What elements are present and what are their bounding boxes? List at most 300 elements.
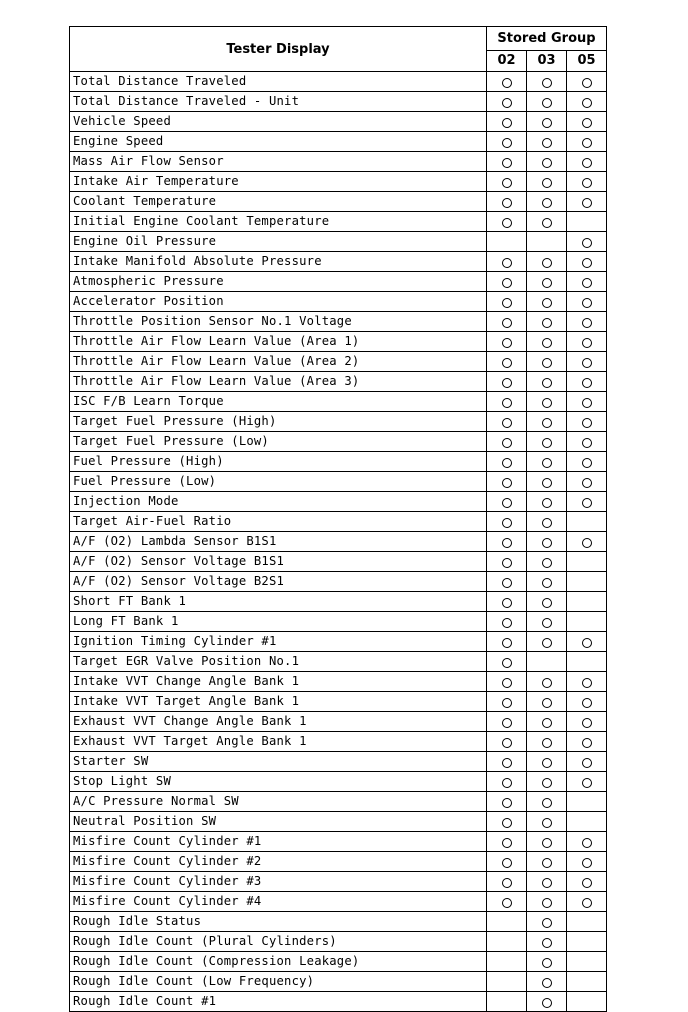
circle-mark-icon xyxy=(582,418,592,428)
circle-mark-icon xyxy=(502,278,512,288)
mark-cell-03 xyxy=(527,552,567,572)
circle-mark-icon xyxy=(502,338,512,348)
circle-mark-icon xyxy=(582,338,592,348)
mark-cell-03 xyxy=(527,992,567,1012)
mark-cell-02 xyxy=(487,72,527,92)
table-row xyxy=(70,992,607,1012)
mark-cell-05 xyxy=(567,672,607,692)
circle-mark-icon xyxy=(542,358,552,368)
mark-cell-05 xyxy=(567,612,607,632)
mark-cell-05 xyxy=(567,532,607,552)
mark-cell-02 xyxy=(487,852,527,872)
circle-mark-icon xyxy=(582,638,592,648)
mark-cell-05 xyxy=(567,192,607,212)
circle-mark-icon xyxy=(542,838,552,848)
circle-mark-icon xyxy=(502,678,512,688)
mark-cell-02 xyxy=(487,432,527,452)
mark-cell-05 xyxy=(567,732,607,752)
item-name: Rough Idle Count (Compression Leakage) xyxy=(70,952,487,972)
item-name: Mass Air Flow Sensor xyxy=(70,152,487,172)
circle-mark-icon xyxy=(582,838,592,848)
mark-cell-02 xyxy=(487,932,527,952)
mark-cell-02 xyxy=(487,272,527,292)
mark-cell-05 xyxy=(567,392,607,412)
mark-cell-03 xyxy=(527,252,567,272)
mark-cell-03 xyxy=(527,232,567,252)
table-row xyxy=(70,552,607,572)
item-name: Injection Mode xyxy=(70,492,487,512)
mark-cell-05 xyxy=(567,872,607,892)
item-name: Atmospheric Pressure xyxy=(70,272,487,292)
circle-mark-icon xyxy=(582,698,592,708)
mark-cell-03 xyxy=(527,372,567,392)
mark-cell-02 xyxy=(487,832,527,852)
stored-group-header: Stored Group xyxy=(487,27,607,51)
table-row xyxy=(70,852,607,872)
circle-mark-icon xyxy=(542,518,552,528)
item-name: Exhaust VVT Change Angle Bank 1 xyxy=(70,712,487,732)
mark-cell-02 xyxy=(487,132,527,152)
circle-mark-icon xyxy=(582,278,592,288)
table-row xyxy=(70,432,607,452)
table-row xyxy=(70,712,607,732)
circle-mark-icon xyxy=(582,858,592,868)
mark-cell-02 xyxy=(487,312,527,332)
table-row xyxy=(70,332,607,352)
mark-cell-03 xyxy=(527,892,567,912)
circle-mark-icon xyxy=(542,158,552,168)
circle-mark-icon xyxy=(542,938,552,948)
mark-cell-03 xyxy=(527,392,567,412)
mark-cell-05 xyxy=(567,992,607,1012)
item-name: Engine Speed xyxy=(70,132,487,152)
item-name: A/F (O2) Lambda Sensor B1S1 xyxy=(70,532,487,552)
mark-cell-02 xyxy=(487,732,527,752)
item-name: Target Fuel Pressure (High) xyxy=(70,412,487,432)
circle-mark-icon xyxy=(502,318,512,328)
circle-mark-icon xyxy=(502,98,512,108)
circle-mark-icon xyxy=(502,518,512,528)
mark-cell-02 xyxy=(487,712,527,732)
table-row xyxy=(70,412,607,432)
circle-mark-icon xyxy=(542,578,552,588)
mark-cell-03 xyxy=(527,192,567,212)
tester-display-header: Tester Display xyxy=(70,27,487,72)
circle-mark-icon xyxy=(502,158,512,168)
circle-mark-icon xyxy=(582,718,592,728)
mark-cell-02 xyxy=(487,232,527,252)
mark-cell-02 xyxy=(487,592,527,612)
circle-mark-icon xyxy=(502,838,512,848)
mark-cell-05 xyxy=(567,832,607,852)
circle-mark-icon xyxy=(542,318,552,328)
table-row xyxy=(70,772,607,792)
mark-cell-03 xyxy=(527,412,567,432)
mark-cell-03 xyxy=(527,92,567,112)
mark-cell-02 xyxy=(487,332,527,352)
item-name: Rough Idle Count #1 xyxy=(70,992,487,1012)
item-name: Throttle Air Flow Learn Value (Area 3) xyxy=(70,372,487,392)
table-row xyxy=(70,212,607,232)
item-name: Coolant Temperature xyxy=(70,192,487,212)
circle-mark-icon xyxy=(502,298,512,308)
table-row xyxy=(70,612,607,632)
circle-mark-icon xyxy=(502,598,512,608)
mark-cell-03 xyxy=(527,512,567,532)
item-name: Neutral Position SW xyxy=(70,812,487,832)
mark-cell-05 xyxy=(567,592,607,612)
circle-mark-icon xyxy=(502,738,512,748)
circle-mark-icon xyxy=(582,778,592,788)
mark-cell-05 xyxy=(567,292,607,312)
mark-cell-03 xyxy=(527,852,567,872)
item-name: Fuel Pressure (Low) xyxy=(70,472,487,492)
circle-mark-icon xyxy=(502,478,512,488)
mark-cell-05 xyxy=(567,432,607,452)
table-row xyxy=(70,292,607,312)
mark-cell-02 xyxy=(487,172,527,192)
circle-mark-icon xyxy=(542,698,552,708)
circle-mark-icon xyxy=(582,438,592,448)
item-name: Throttle Position Sensor No.1 Voltage xyxy=(70,312,487,332)
circle-mark-icon xyxy=(542,218,552,228)
circle-mark-icon xyxy=(542,478,552,488)
mark-cell-02 xyxy=(487,92,527,112)
mark-cell-05 xyxy=(567,172,607,192)
circle-mark-icon xyxy=(502,758,512,768)
mark-cell-03 xyxy=(527,752,567,772)
item-name: A/C Pressure Normal SW xyxy=(70,792,487,812)
mark-cell-03 xyxy=(527,932,567,952)
mark-cell-02 xyxy=(487,452,527,472)
mark-cell-02 xyxy=(487,552,527,572)
item-name: Short FT Bank 1 xyxy=(70,592,487,612)
item-name: Engine Oil Pressure xyxy=(70,232,487,252)
table-row xyxy=(70,372,607,392)
circle-mark-icon xyxy=(582,538,592,548)
circle-mark-icon xyxy=(542,898,552,908)
circle-mark-icon xyxy=(502,558,512,568)
circle-mark-icon xyxy=(502,578,512,588)
item-name: Intake Air Temperature xyxy=(70,172,487,192)
item-name: Ignition Timing Cylinder #1 xyxy=(70,632,487,652)
mark-cell-03 xyxy=(527,312,567,332)
item-name: Exhaust VVT Target Angle Bank 1 xyxy=(70,732,487,752)
circle-mark-icon xyxy=(542,198,552,208)
mark-cell-02 xyxy=(487,492,527,512)
mark-cell-03 xyxy=(527,952,567,972)
circle-mark-icon xyxy=(542,98,552,108)
table-row xyxy=(70,472,607,492)
circle-mark-icon xyxy=(502,538,512,548)
mark-cell-05 xyxy=(567,352,607,372)
item-name: A/F (O2) Sensor Voltage B1S1 xyxy=(70,552,487,572)
mark-cell-05 xyxy=(567,72,607,92)
mark-cell-03 xyxy=(527,792,567,812)
circle-mark-icon xyxy=(582,898,592,908)
circle-mark-icon xyxy=(542,258,552,268)
mark-cell-05 xyxy=(567,932,607,952)
table-row xyxy=(70,872,607,892)
circle-mark-icon xyxy=(502,218,512,228)
mark-cell-05 xyxy=(567,512,607,532)
circle-mark-icon xyxy=(502,378,512,388)
table-row xyxy=(70,352,607,372)
mark-cell-05 xyxy=(567,412,607,432)
circle-mark-icon xyxy=(542,998,552,1008)
mark-cell-05 xyxy=(567,752,607,772)
item-name: Starter SW xyxy=(70,752,487,772)
mark-cell-02 xyxy=(487,612,527,632)
circle-mark-icon xyxy=(582,758,592,768)
circle-mark-icon xyxy=(502,618,512,628)
table-row xyxy=(70,752,607,772)
column-header-05: 05 xyxy=(567,50,607,71)
table-row xyxy=(70,792,607,812)
item-name: Intake VVT Target Angle Bank 1 xyxy=(70,692,487,712)
circle-mark-icon xyxy=(502,658,512,668)
mark-cell-05 xyxy=(567,632,607,652)
circle-mark-icon xyxy=(502,698,512,708)
circle-mark-icon xyxy=(582,118,592,128)
mark-cell-03 xyxy=(527,352,567,372)
mark-cell-05 xyxy=(567,212,607,232)
mark-cell-05 xyxy=(567,372,607,392)
circle-mark-icon xyxy=(582,78,592,88)
mark-cell-03 xyxy=(527,612,567,632)
table-body xyxy=(70,72,607,1012)
mark-cell-02 xyxy=(487,872,527,892)
item-name: Target Air-Fuel Ratio xyxy=(70,512,487,532)
circle-mark-icon xyxy=(582,98,592,108)
table-row xyxy=(70,692,607,712)
circle-mark-icon xyxy=(502,718,512,728)
mark-cell-05 xyxy=(567,332,607,352)
circle-mark-icon xyxy=(542,778,552,788)
circle-mark-icon xyxy=(542,298,552,308)
mark-cell-02 xyxy=(487,512,527,532)
mark-cell-03 xyxy=(527,872,567,892)
circle-mark-icon xyxy=(582,138,592,148)
mark-cell-05 xyxy=(567,492,607,512)
item-name: Throttle Air Flow Learn Value (Area 2) xyxy=(70,352,487,372)
circle-mark-icon xyxy=(542,178,552,188)
circle-mark-icon xyxy=(542,978,552,988)
mark-cell-05 xyxy=(567,692,607,712)
mark-cell-02 xyxy=(487,112,527,132)
circle-mark-icon xyxy=(502,818,512,828)
circle-mark-icon xyxy=(542,78,552,88)
circle-mark-icon xyxy=(542,398,552,408)
mark-cell-05 xyxy=(567,972,607,992)
circle-mark-icon xyxy=(582,158,592,168)
table-row xyxy=(70,632,607,652)
mark-cell-02 xyxy=(487,472,527,492)
circle-mark-icon xyxy=(502,138,512,148)
mark-cell-03 xyxy=(527,132,567,152)
mark-cell-02 xyxy=(487,372,527,392)
circle-mark-icon xyxy=(542,138,552,148)
table-row xyxy=(70,112,607,132)
table-row xyxy=(70,232,607,252)
mark-cell-02 xyxy=(487,252,527,272)
circle-mark-icon xyxy=(542,878,552,888)
mark-cell-02 xyxy=(487,992,527,1012)
table-row xyxy=(70,672,607,692)
mark-cell-05 xyxy=(567,912,607,932)
item-name: Target EGR Valve Position No.1 xyxy=(70,652,487,672)
mark-cell-03 xyxy=(527,152,567,172)
table-row xyxy=(70,192,607,212)
circle-mark-icon xyxy=(502,398,512,408)
circle-mark-icon xyxy=(542,558,552,568)
circle-mark-icon xyxy=(502,258,512,268)
item-name: Throttle Air Flow Learn Value (Area 1) xyxy=(70,332,487,352)
mark-cell-03 xyxy=(527,772,567,792)
item-name: A/F (O2) Sensor Voltage B2S1 xyxy=(70,572,487,592)
circle-mark-icon xyxy=(502,458,512,468)
mark-cell-05 xyxy=(567,232,607,252)
table-row xyxy=(70,92,607,112)
circle-mark-icon xyxy=(542,538,552,548)
mark-cell-02 xyxy=(487,632,527,652)
circle-mark-icon xyxy=(542,438,552,448)
mark-cell-03 xyxy=(527,812,567,832)
table-row xyxy=(70,812,607,832)
item-name: Initial Engine Coolant Temperature xyxy=(70,212,487,232)
mark-cell-05 xyxy=(567,472,607,492)
circle-mark-icon xyxy=(502,498,512,508)
circle-mark-icon xyxy=(582,198,592,208)
mark-cell-05 xyxy=(567,552,607,572)
circle-mark-icon xyxy=(502,198,512,208)
mark-cell-02 xyxy=(487,392,527,412)
item-name: Stop Light SW xyxy=(70,772,487,792)
mark-cell-03 xyxy=(527,712,567,732)
circle-mark-icon xyxy=(582,378,592,388)
table-row xyxy=(70,72,607,92)
table-row xyxy=(70,972,607,992)
mark-cell-03 xyxy=(527,292,567,312)
circle-mark-icon xyxy=(582,238,592,248)
stored-group-table xyxy=(69,26,607,1012)
mark-cell-02 xyxy=(487,692,527,712)
mark-cell-03 xyxy=(527,212,567,232)
circle-mark-icon xyxy=(582,738,592,748)
mark-cell-02 xyxy=(487,892,527,912)
mark-cell-03 xyxy=(527,832,567,852)
mark-cell-05 xyxy=(567,852,607,872)
circle-mark-icon xyxy=(502,798,512,808)
mark-cell-05 xyxy=(567,312,607,332)
mark-cell-02 xyxy=(487,652,527,672)
mark-cell-05 xyxy=(567,112,607,132)
mark-cell-03 xyxy=(527,652,567,672)
circle-mark-icon xyxy=(542,818,552,828)
mark-cell-02 xyxy=(487,352,527,372)
mark-cell-05 xyxy=(567,252,607,272)
table-row xyxy=(70,492,607,512)
mark-cell-03 xyxy=(527,272,567,292)
circle-mark-icon xyxy=(502,898,512,908)
table-row xyxy=(70,932,607,952)
table-row xyxy=(70,832,607,852)
circle-mark-icon xyxy=(542,718,552,728)
mark-cell-05 xyxy=(567,272,607,292)
circle-mark-icon xyxy=(542,378,552,388)
circle-mark-icon xyxy=(542,338,552,348)
circle-mark-icon xyxy=(582,398,592,408)
circle-mark-icon xyxy=(502,778,512,788)
mark-cell-05 xyxy=(567,892,607,912)
circle-mark-icon xyxy=(542,738,552,748)
item-name: Total Distance Traveled - Unit xyxy=(70,92,487,112)
mark-cell-05 xyxy=(567,952,607,972)
circle-mark-icon xyxy=(542,858,552,868)
mark-cell-02 xyxy=(487,532,527,552)
mark-cell-03 xyxy=(527,632,567,652)
circle-mark-icon xyxy=(542,918,552,928)
mark-cell-03 xyxy=(527,732,567,752)
mark-cell-03 xyxy=(527,592,567,612)
item-name: Accelerator Position xyxy=(70,292,487,312)
mark-cell-02 xyxy=(487,792,527,812)
circle-mark-icon xyxy=(582,878,592,888)
item-name: Rough Idle Count (Low Frequency) xyxy=(70,972,487,992)
mark-cell-02 xyxy=(487,812,527,832)
circle-mark-icon xyxy=(502,438,512,448)
table-row xyxy=(70,572,607,592)
circle-mark-icon xyxy=(582,298,592,308)
circle-mark-icon xyxy=(502,78,512,88)
table-row xyxy=(70,172,607,192)
mark-cell-03 xyxy=(527,172,567,192)
mark-cell-02 xyxy=(487,952,527,972)
circle-mark-icon xyxy=(542,678,552,688)
mark-cell-02 xyxy=(487,212,527,232)
mark-cell-02 xyxy=(487,572,527,592)
mark-cell-03 xyxy=(527,572,567,592)
item-name: Misfire Count Cylinder #1 xyxy=(70,832,487,852)
table-row xyxy=(70,152,607,172)
mark-cell-05 xyxy=(567,652,607,672)
circle-mark-icon xyxy=(582,678,592,688)
mark-cell-02 xyxy=(487,972,527,992)
item-name: Intake Manifold Absolute Pressure xyxy=(70,252,487,272)
item-name: Fuel Pressure (High) xyxy=(70,452,487,472)
item-name: Target Fuel Pressure (Low) xyxy=(70,432,487,452)
circle-mark-icon xyxy=(542,118,552,128)
mark-cell-02 xyxy=(487,412,527,432)
circle-mark-icon xyxy=(582,458,592,468)
mark-cell-03 xyxy=(527,912,567,932)
mark-cell-03 xyxy=(527,72,567,92)
table-row xyxy=(70,512,607,532)
item-name: Intake VVT Change Angle Bank 1 xyxy=(70,672,487,692)
mark-cell-02 xyxy=(487,752,527,772)
mark-cell-05 xyxy=(567,712,607,732)
mark-cell-03 xyxy=(527,452,567,472)
table-row xyxy=(70,912,607,932)
mark-cell-03 xyxy=(527,432,567,452)
table-row xyxy=(70,592,607,612)
table-row xyxy=(70,652,607,672)
mark-cell-02 xyxy=(487,292,527,312)
mark-cell-05 xyxy=(567,812,607,832)
circle-mark-icon xyxy=(542,458,552,468)
circle-mark-icon xyxy=(502,638,512,648)
circle-mark-icon xyxy=(542,758,552,768)
